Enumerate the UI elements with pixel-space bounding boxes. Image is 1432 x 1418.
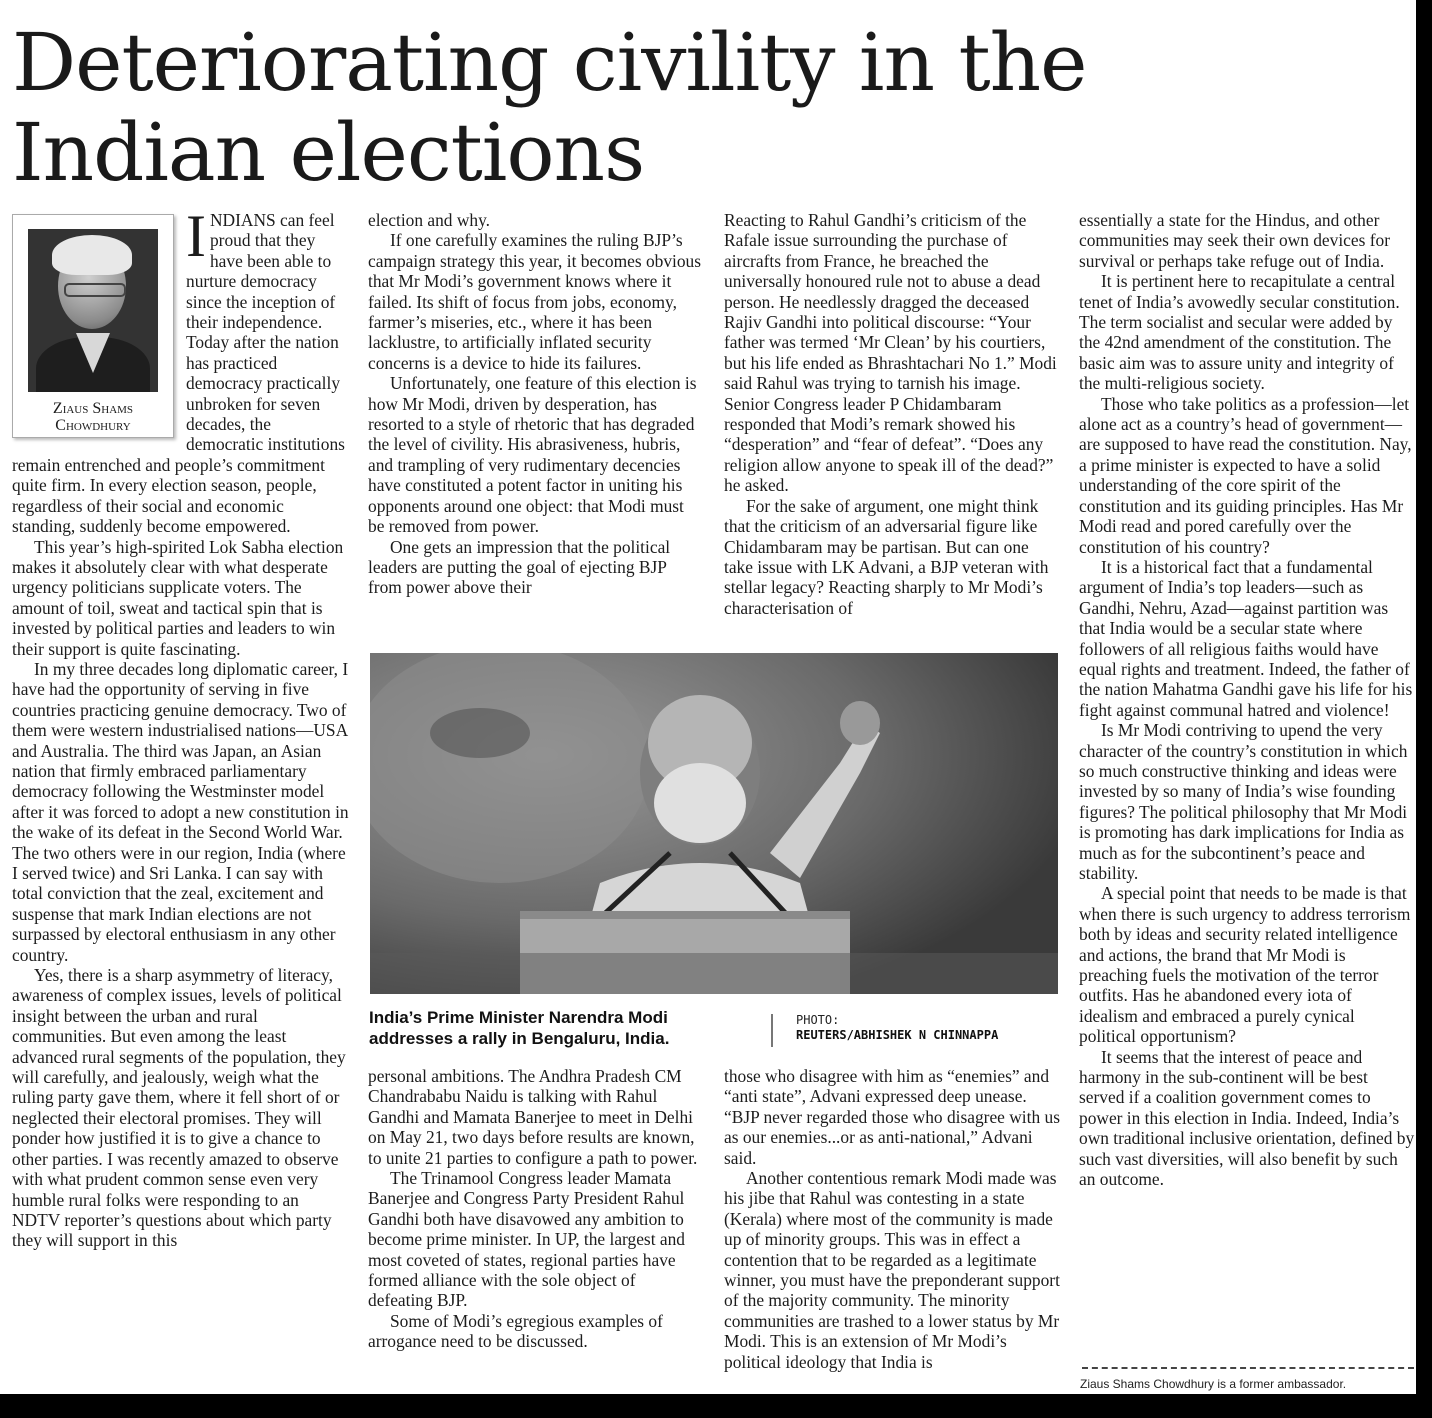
photo-credit: REUTERS/ABHISHEK N CHINNAPPA xyxy=(796,1028,999,1042)
paragraph: Another contentious remark Modi made was his jibe that Rahul was contesting in a state (Kerala) where most of the community is made up of minority groups. This was in effect a contention that to be regarded as a legitimate winner, you must have the preponderant support of the majority community. The minority communities are trashed to a lower status by Mr Modi. This is an extension of Mr Modi’s political ideology that India is xyxy=(724,1168,1060,1372)
author-photo xyxy=(28,229,158,392)
paragraph: election and why. xyxy=(368,210,491,230)
paragraph: In my three decades long diplomatic career, I have had the opportunity of serving in five countries practicing genuine democracy. Two of them were western industrialised nations—USA and Australia. The third was Japan, an Asian nation that firmly embraced parliamentary democracy following the Westminster model after it was forced to adopt a new constitution in the wake of its defeat in the Second World War. The two others were in our region, India (where I served twice) and Sri Lanka. I can say with total conviction that the zeal, excitement and suspense that mark Indian elections are not surpassed by electoral enthusiasm in any other country. xyxy=(12,658,349,965)
headline: Deteriorating civility in the Indian elections xyxy=(12,16,1087,199)
column-3-top xyxy=(724,210,1060,618)
paragraph: those who disagree with him as “enemies” and “anti state”, Advani expressed deep unease. “BJP never regarded those who disagree with us as our enemies...or as anti-national,” Advani said. xyxy=(724,1066,1060,1168)
photo-credit-label: PHOTO: xyxy=(796,1013,840,1027)
author-name: Ziaus Shams Chowdhury xyxy=(52,400,134,434)
author-box xyxy=(12,214,174,438)
paragraph: A special point that needs to be made is that when there is such urgency to address terrorism both by ideas and security related intelligence and actions, the brand that Mr Modi is preaching fuels the motivation of the terror outfits. Has he abandoned every iota of idealism and embraced a purely cynical political opportunism? xyxy=(1079,883,1411,1047)
paragraph: Some of Modi’s egregious examples of arrogance need to be discussed. xyxy=(368,1310,663,1352)
rally-photo-art xyxy=(370,653,1058,994)
column-2-bottom xyxy=(368,1066,704,1352)
author-bio: Ziaus Shams Chowdhury is a former ambassador. xyxy=(1080,1377,1347,1391)
column-2-top xyxy=(368,210,704,598)
right-border xyxy=(1416,0,1432,1418)
bottom-border xyxy=(0,1394,1432,1418)
column-3-bottom xyxy=(724,1066,1060,1372)
column-4 xyxy=(1079,210,1415,1190)
paragraph: Is Mr Modi contriving to upend the very character of the country’s constitution in which so much constructive thinking and ideas were invested by so many of India’s wise founding figures? The political philosophy that Mr Modi is promoting has dark implications for India as much as for the subcontinent’s peace and stability. xyxy=(1079,720,1408,883)
drop-cap: I xyxy=(186,203,206,269)
paragraph: It is pertinent here to recapitulate a central tenet of India’s avowedly secular constitution. The term socialist and secular were added by the 42nd amendment of the constitution. The basic aim was to assure unity and integrity of the multi-religious society. xyxy=(1079,271,1400,394)
paragraph: personal ambitions. The Andhra Pradesh CM Chandrababu Naidu is talking with Rahul Gandhi and Mamata Banerjee to meet in Delhi on May 21, two days before results are known, to unite 21 parties to configure a path to power. xyxy=(368,1066,698,1168)
paragraph: The Trinamool Congress leader Mamata Banerjee and Congress Party President Rahul Gandhi both have disavowed any ambition to become prime minister. In UP, the largest and most coveted of states, regional parties have formed alliance with the sole object of defeating BJP. xyxy=(368,1168,685,1311)
paragraph: essentially a state for the Hindus, and other communities may seek their own devices for survival or perhaps take refuge out of India. xyxy=(1079,210,1391,271)
paragraph: Yes, there is a sharp asymmetry of literacy, awareness of complex issues, levels of political insight between the urban and rural communities. But even among the least advanced rural segments of the population, they will carefully, and jealously, weigh what the ruling party gave them, where it fell short of or neglected their electoral promises. They will ponder how justified it is to give a chance to other parties. I was recently amazed to observe with what prudent common sense even very humble rural folks were responding to an NDTV reporter’s questions about which party they will support in this xyxy=(12,965,346,1251)
paragraph: It is a historical fact that a fundamental argument of India’s top leaders—such as Gandhi, Nehru, Azad—against partition was that India would be a secular state where followers of all religious faiths would have equal rights and treatment. Indeed, the father of the nation Mahatma Gandhi gave his life for his fight against communal hatred and violence! xyxy=(1079,556,1413,720)
paragraph: It seems that the interest of peace and harmony in the sub-continent will be best served if a coalition government comes to power in this election in India. Indeed, India’s own traditional inclusive orientation, defined by such vast diversities, will also benefit by such an outcome. xyxy=(1079,1046,1415,1190)
photo-caption: India’s Prime Minister Narendra Modi addresses a rally in Bengaluru, India. xyxy=(369,1008,670,1048)
paragraph: Unfortunately, one feature of this election is how Mr Modi, driven by desperation, has resorted to a style of rhetoric that has degraded the level of civility. His abrasiveness, hubris, and trampling of very rudimentary decencies have constituted a potent factor in uniting his opponents around one object: that Modi must be removed from power. xyxy=(368,373,697,537)
end-divider xyxy=(1082,1367,1414,1369)
paragraph: Reacting to Rahul Gandhi’s criticism of the Rafale issue surrounding the purchase of aircrafts from France, he breached the universally honoured rule not to abuse a dead person. He needlessly dragged the deceased Rajiv Gandhi into political discourse: “Your father was termed ‘Mr Clean’ by his courtiers, but his life ended as Bhrashtachari No 1.” Modi said Rahul was trying to tarnish his image. Senior Congress leader P Chidambaram responded that Modi’s remark showed his “desperation” and “fear of defeat”. “Does any religion allow anyone to speak ill of the dead?” he asked. xyxy=(724,210,1057,496)
paragraph: One gets an impression that the political leaders are putting the goal of ejecting BJP from power above their xyxy=(368,536,671,598)
paragraph: If one carefully examines the ruling BJP’s campaign strategy this year, it becomes obvious that Mr Modi’s government knows where it failed. Its shift of focus from jobs, economy, farmer’s miseries, etc., where it has been lacklustre, to artificially inflated security concerns is a device to hide its failures. xyxy=(368,230,702,373)
column-1 xyxy=(12,203,350,1251)
paragraph: INDIANS can feel proud that they have been able to nurture democracy since the inception of their independence. Today after the nation has practiced democracy practically unbroken for seven decades, the democratic institutions remain entrenched and people’s commitment quite firm. In every election season, people, regardless of their social and economic standing, suddenly become empowered. xyxy=(12,203,345,537)
credit-divider xyxy=(771,1014,773,1047)
rally-photo xyxy=(370,653,1058,994)
paragraph: For the sake of argument, one might think that the criticism of an adversarial figure like Chidambaram may be partisan. But can one take issue with LK Advani, a BJP veteran with stellar legacy? Reacting sharply to Mr Modi’s characterisation of xyxy=(724,495,1049,618)
paragraph: This year’s high-spirited Lok Sabha election makes it absolutely clear with what desperate urgency politicians supplicate voters. The amount of toil, sweat and tactical spin that is invested by political parties and leaders to win their support is quite fascinating. xyxy=(12,536,344,659)
paragraph: Those who take politics as a profession—let alone act as a country’s head of government—are supposed to have read the constitution. Nay, a prime minister is expected to have a solid understanding of the core spirit of the constitution and its guiding principles. Has Mr Modi read and pored carefully over the constitution of his country? xyxy=(1079,393,1412,557)
